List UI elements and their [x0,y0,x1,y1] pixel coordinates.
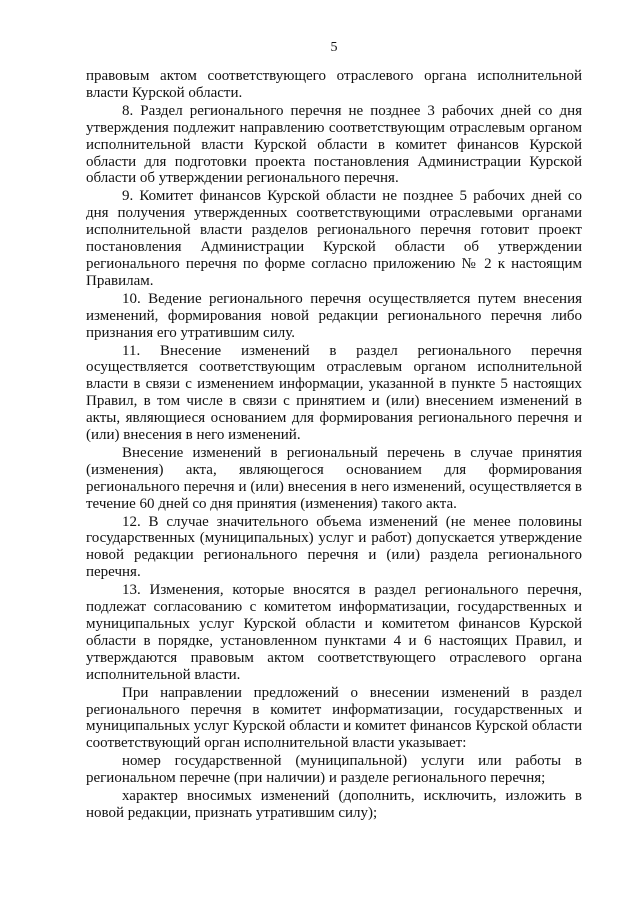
page-number: 5 [330,40,338,55]
paragraph-item-12: 12. В случае значительного объема изменений (не менее половины государственных (муниципальных) услуг и работ) допускается утверждение новой редакции регионального перечня и (или) раздела регионального перечня. [86,513,582,581]
paragraph-list-item-number: номер государственной (муниципальной) услуги или работы в региональном перечне (при наличии) и разделе регионального перечня; [86,753,582,787]
paragraph-item-10: 10. Ведение регионального перечня осуществляется путем внесения изменений, формирования новой редакции регионального перечня либо признания его утратившим силу. [86,290,582,341]
paragraph-list-item-character: характер вносимых изменений (дополнить, исключить, изложить в новой редакции, признать утратившим силу); [86,788,582,821]
paragraph-item-9: 9. Комитет финансов Курской области не позднее 5 рабочих дней со дня получения утвержденных соответствующими отраслевыми органами исполнительной власти разделов регионального перечня готовит проект постановления Администрации Курской области об утверждении регионального перечня по форме согласно приложению № 2 к настоящим Правилам. [86,188,582,289]
paragraph-item-13: 13. Изменения, которые вносятся в раздел регионального перечня, подлежат согласованию с комитетом информатизации, государственных и муниципальных услуг Курской области и комитетом финансов Курской области в порядке, установленном пунктами 4 и 6 настоящих Правил, и утверждаются правовым актом соответствующего отраслевого органа исполнительной власти. [86,582,582,683]
paragraph-item-8: 8. Раздел регионального перечня не позднее 3 рабочих дней со дня утверждения подлежит направлению соответствующим отраслевым органом исполнительной власти Курской области в комитет финансов Курской области для подготовки проекта постановления Администрации Курской области об утверждении регионального перечня. [86,102,582,187]
paragraph-proposals-intro: При направлении предложений о внесении изменений в раздел регионального перечня в комитет информатизации, государственных и муниципальных услуг Курской области и комитет финансов Курской области соответствующий орган исполнительной власти указывает: [86,684,582,752]
paragraph-item-11-continued: Внесение изменений в региональный перечень в случае принятия (изменения) акта, являющегося основанием для формирования регионального перечня и (или) внесения в него изменений, осуществляется в течение 60 дней со дня принятия (изменения) такого акта. [86,444,582,512]
paragraph-continuation: правовым актом соответствующего отраслевого органа исполнительной власти Курской области. [86,68,582,101]
paragraph-item-11: 11. Внесение изменений в раздел регионального перечня осуществляется соответствующим отраслевым органом исполнительной власти в связи с изменением информации, указанной в пункте 5 настоящих Правил, в том числе в связи с принятием и (или) внесением изменений в акты, являющиеся основанием для формирования регионального перечня и (или) внесения в него изменений. [86,342,582,444]
